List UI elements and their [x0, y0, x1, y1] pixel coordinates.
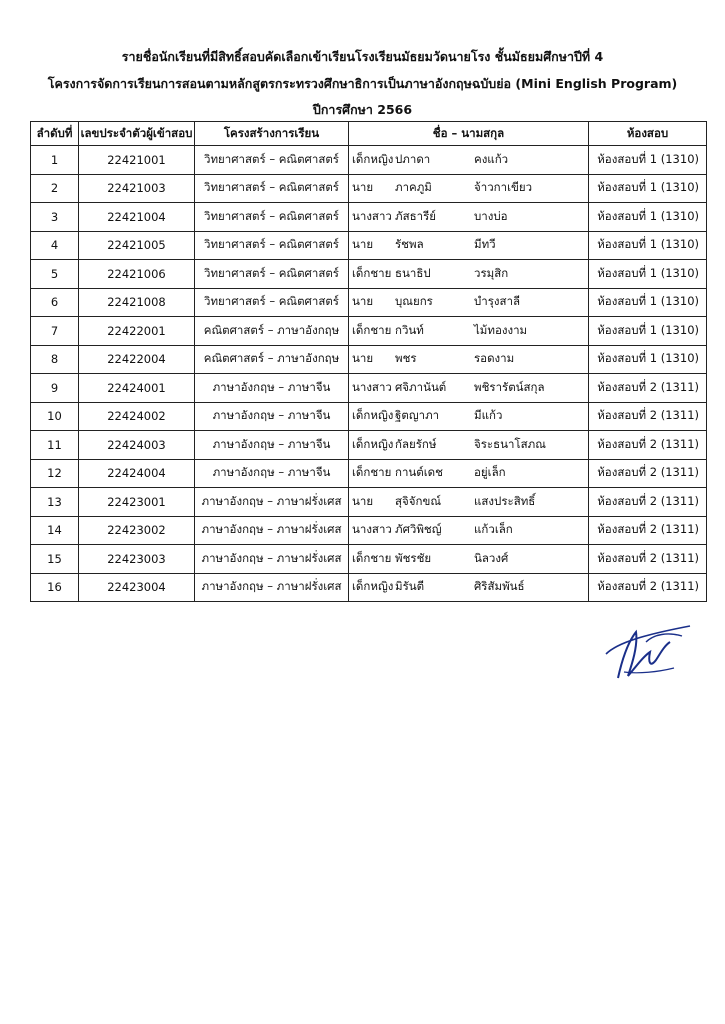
- cell-name: [349, 203, 589, 232]
- cell-program: ภาษาอังกฤษ – ภาษาจีน: [195, 402, 349, 431]
- cell-program: ภาษาอังกฤษ – ภาษาจีน: [195, 459, 349, 488]
- cell-order: 8: [31, 345, 79, 374]
- first-name: สุจิจักขณ์: [395, 493, 441, 508]
- table-row: [31, 374, 707, 403]
- last-name: มีแก้ว: [474, 408, 503, 423]
- cell-program: ภาษาอังกฤษ – ภาษาจีน: [195, 374, 349, 403]
- cell-exam-id: 22424004: [79, 459, 195, 488]
- last-name: นิลวงศ์: [474, 550, 509, 565]
- table-row: [31, 288, 707, 317]
- table-row: [31, 431, 707, 460]
- cell-exam-room: ห้องสอบที่ 2 (1311): [589, 431, 707, 460]
- column-header-name: ชื่อ – นามสกุล: [349, 122, 589, 146]
- cell-program: คณิตศาสตร์ – ภาษาอังกฤษ: [195, 345, 349, 374]
- cell-name: [349, 317, 589, 346]
- last-name: จิระธนาโสภณ: [474, 436, 546, 451]
- table-row: [31, 203, 707, 232]
- first-name: รัชพล: [395, 237, 424, 252]
- cell-name: [349, 174, 589, 203]
- cell-exam-id: 22421003: [79, 174, 195, 203]
- cell-program: วิทยาศาสตร์ – คณิตศาสตร์: [195, 203, 349, 232]
- first-name: บุณยกร: [395, 294, 433, 309]
- name-prefix: เด็กหญิง: [352, 151, 394, 166]
- table-row: [31, 146, 707, 175]
- cell-exam-room: ห้องสอบที่ 2 (1311): [589, 374, 707, 403]
- cell-name: [349, 459, 589, 488]
- cell-exam-room: ห้องสอบที่ 1 (1310): [589, 203, 707, 232]
- cell-program: วิทยาศาสตร์ – คณิตศาสตร์: [195, 146, 349, 175]
- academic-year: ปีการศึกษา 2566: [312, 102, 413, 117]
- table-row: [31, 545, 707, 574]
- table-row: [31, 402, 707, 431]
- cell-program: ภาษาอังกฤษ – ภาษาฝรั่งเศส: [195, 545, 349, 574]
- name-prefix: นางสาว: [352, 522, 392, 537]
- first-name: ภาคภูมิ: [395, 180, 432, 195]
- cell-exam-id: 22421008: [79, 288, 195, 317]
- last-name: รอดงาม: [474, 351, 515, 366]
- cell-order: 13: [31, 488, 79, 517]
- table-row: [31, 260, 707, 289]
- first-name: ฐิตญาภา: [395, 408, 440, 423]
- cell-exam-id: 22424001: [79, 374, 195, 403]
- table-row: [31, 345, 707, 374]
- name-prefix: นาย: [352, 493, 374, 508]
- cell-order: 14: [31, 516, 79, 545]
- cell-name: [349, 345, 589, 374]
- cell-program: วิทยาศาสตร์ – คณิตศาสตร์: [195, 174, 349, 203]
- cell-program: ภาษาอังกฤษ – ภาษาฝรั่งเศส: [195, 573, 349, 602]
- last-name: บำรุงสาลี: [474, 294, 521, 309]
- cell-exam-id: 22424003: [79, 431, 195, 460]
- column-header-exam-id: เลขประจำตัวผู้เข้าสอบ: [79, 122, 195, 146]
- name-prefix: นาย: [352, 294, 374, 309]
- cell-name: [349, 288, 589, 317]
- column-header-room: ห้องสอบ: [589, 122, 707, 146]
- cell-order: 7: [31, 317, 79, 346]
- first-name: ธนาธิป: [395, 265, 431, 280]
- last-name: อยู่เล็ก: [474, 465, 506, 480]
- first-name: พัชรชัย: [395, 550, 432, 565]
- cell-exam-room: ห้องสอบที่ 2 (1311): [589, 459, 707, 488]
- cell-order: 15: [31, 545, 79, 574]
- cell-program: ภาษาอังกฤษ – ภาษาฝรั่งเศส: [195, 488, 349, 517]
- first-name: ภัสธารีย์: [395, 208, 436, 223]
- cell-exam-room: ห้องสอบที่ 2 (1311): [589, 545, 707, 574]
- name-prefix: เด็กชาย: [352, 265, 392, 280]
- cell-order: 2: [31, 174, 79, 203]
- last-name: ศิริสัมพันธ์: [474, 579, 525, 594]
- last-name: ไม้ทองงาม: [474, 322, 528, 337]
- cell-name: [349, 374, 589, 403]
- cell-program: วิทยาศาสตร์ – คณิตศาสตร์: [195, 288, 349, 317]
- cell-program: ภาษาอังกฤษ – ภาษาฝรั่งเศส: [195, 516, 349, 545]
- cell-name: [349, 431, 589, 460]
- cell-exam-id: 22421006: [79, 260, 195, 289]
- table-row: [31, 459, 707, 488]
- candidate-table: [30, 121, 707, 602]
- cell-order: 1: [31, 146, 79, 175]
- cell-exam-room: ห้องสอบที่ 1 (1310): [589, 260, 707, 289]
- cell-name: [349, 260, 589, 289]
- first-name: กานต์เดช: [395, 465, 443, 480]
- first-name: ปภาดา: [395, 151, 431, 166]
- cell-name: [349, 488, 589, 517]
- last-name: แก้วเล็ก: [474, 522, 513, 537]
- cell-exam-room: ห้องสอบที่ 1 (1310): [589, 288, 707, 317]
- first-name: กวินท์: [395, 322, 424, 337]
- cell-order: 3: [31, 203, 79, 232]
- last-name: คงแก้ว: [474, 151, 509, 166]
- cell-name: [349, 146, 589, 175]
- table-row: [31, 516, 707, 545]
- name-prefix: เด็กหญิง: [352, 436, 394, 451]
- cell-exam-id: 22423004: [79, 573, 195, 602]
- cell-exam-id: 22422004: [79, 345, 195, 374]
- name-prefix: เด็กหญิง: [352, 579, 394, 594]
- cell-exam-room: ห้องสอบที่ 1 (1310): [589, 146, 707, 175]
- cell-exam-room: ห้องสอบที่ 2 (1311): [589, 488, 707, 517]
- cell-exam-id: 22421001: [79, 146, 195, 175]
- cell-exam-room: ห้องสอบที่ 1 (1310): [589, 174, 707, 203]
- cell-exam-id: 22421005: [79, 231, 195, 260]
- first-name: มิรันตี: [395, 579, 425, 594]
- table-row: [31, 231, 707, 260]
- last-name: พชิรารัตน์สกุล: [474, 379, 545, 394]
- cell-order: 9: [31, 374, 79, 403]
- cell-exam-room: ห้องสอบที่ 2 (1311): [589, 402, 707, 431]
- last-name: วรมุสิก: [474, 265, 509, 280]
- table-row: [31, 317, 707, 346]
- cell-order: 10: [31, 402, 79, 431]
- cell-exam-id: 22423001: [79, 488, 195, 517]
- cell-exam-id: 22424002: [79, 402, 195, 431]
- first-name: กัลยรักษ์: [395, 436, 437, 451]
- cell-exam-id: 22423002: [79, 516, 195, 545]
- cell-exam-room: ห้องสอบที่ 2 (1311): [589, 573, 707, 602]
- table-row: [31, 573, 707, 602]
- cell-exam-room: ห้องสอบที่ 1 (1310): [589, 231, 707, 260]
- program-subtitle: โครงการจัดการเรียนการสอนตามหลักสูตรกระทรวงศึกษาธิการเป็นภาษาอังกฤษฉบับย่อ (Mini English Program): [47, 76, 678, 91]
- name-prefix: เด็กชาย: [352, 465, 392, 480]
- cell-order: 16: [31, 573, 79, 602]
- cell-program: ภาษาอังกฤษ – ภาษาจีน: [195, 431, 349, 460]
- name-prefix: นาย: [352, 237, 374, 252]
- cell-exam-id: 22421004: [79, 203, 195, 232]
- name-prefix: เด็กชาย: [352, 322, 392, 337]
- table-row: [31, 488, 707, 517]
- column-header-program: โครงสร้างการเรียน: [195, 122, 349, 146]
- name-prefix: นางสาว: [352, 379, 392, 394]
- cell-order: 12: [31, 459, 79, 488]
- last-name: มีทวี: [474, 237, 496, 252]
- last-name: จ้าวกาเขียว: [474, 180, 533, 195]
- signature-icon: [598, 612, 698, 688]
- cell-exam-id: 22423003: [79, 545, 195, 574]
- name-prefix: นางสาว: [352, 208, 392, 223]
- cell-exam-room: ห้องสอบที่ 2 (1311): [589, 516, 707, 545]
- name-prefix: เด็กชาย: [352, 550, 392, 565]
- name-prefix: นาย: [352, 180, 374, 195]
- cell-exam-room: ห้องสอบที่ 1 (1310): [589, 317, 707, 346]
- cell-program: คณิตศาสตร์ – ภาษาอังกฤษ: [195, 317, 349, 346]
- cell-exam-id: 22422001: [79, 317, 195, 346]
- last-name: บางบ่อ: [474, 208, 508, 223]
- cell-program: วิทยาศาสตร์ – คณิตศาสตร์: [195, 231, 349, 260]
- last-name: แสงประสิทธิ์: [474, 493, 536, 508]
- table-header-row: [31, 122, 707, 146]
- cell-order: 11: [31, 431, 79, 460]
- name-prefix: นาย: [352, 351, 374, 366]
- cell-order: 4: [31, 231, 79, 260]
- cell-name: [349, 402, 589, 431]
- cell-order: 6: [31, 288, 79, 317]
- cell-name: [349, 231, 589, 260]
- cell-exam-room: ห้องสอบที่ 1 (1310): [589, 345, 707, 374]
- cell-name: [349, 573, 589, 602]
- first-name: ภัศวิพิชญ์: [395, 522, 442, 537]
- cell-program: วิทยาศาสตร์ – คณิตศาสตร์: [195, 260, 349, 289]
- document-title: รายชื่อนักเรียนที่มีสิทธิ์สอบคัดเลือกเข้าเรียนโรงเรียนมัธยมวัดนายโรง ชั้นมัธยมศึกษาปีที่ 4: [121, 49, 604, 64]
- cell-name: [349, 545, 589, 574]
- first-name: พชร: [395, 351, 417, 366]
- name-prefix: เด็กหญิง: [352, 408, 394, 423]
- cell-name: [349, 516, 589, 545]
- first-name: ศจิภานันต์: [395, 379, 447, 394]
- table-row: [31, 174, 707, 203]
- cell-order: 5: [31, 260, 79, 289]
- column-header-order: ลำดับที่: [31, 122, 79, 146]
